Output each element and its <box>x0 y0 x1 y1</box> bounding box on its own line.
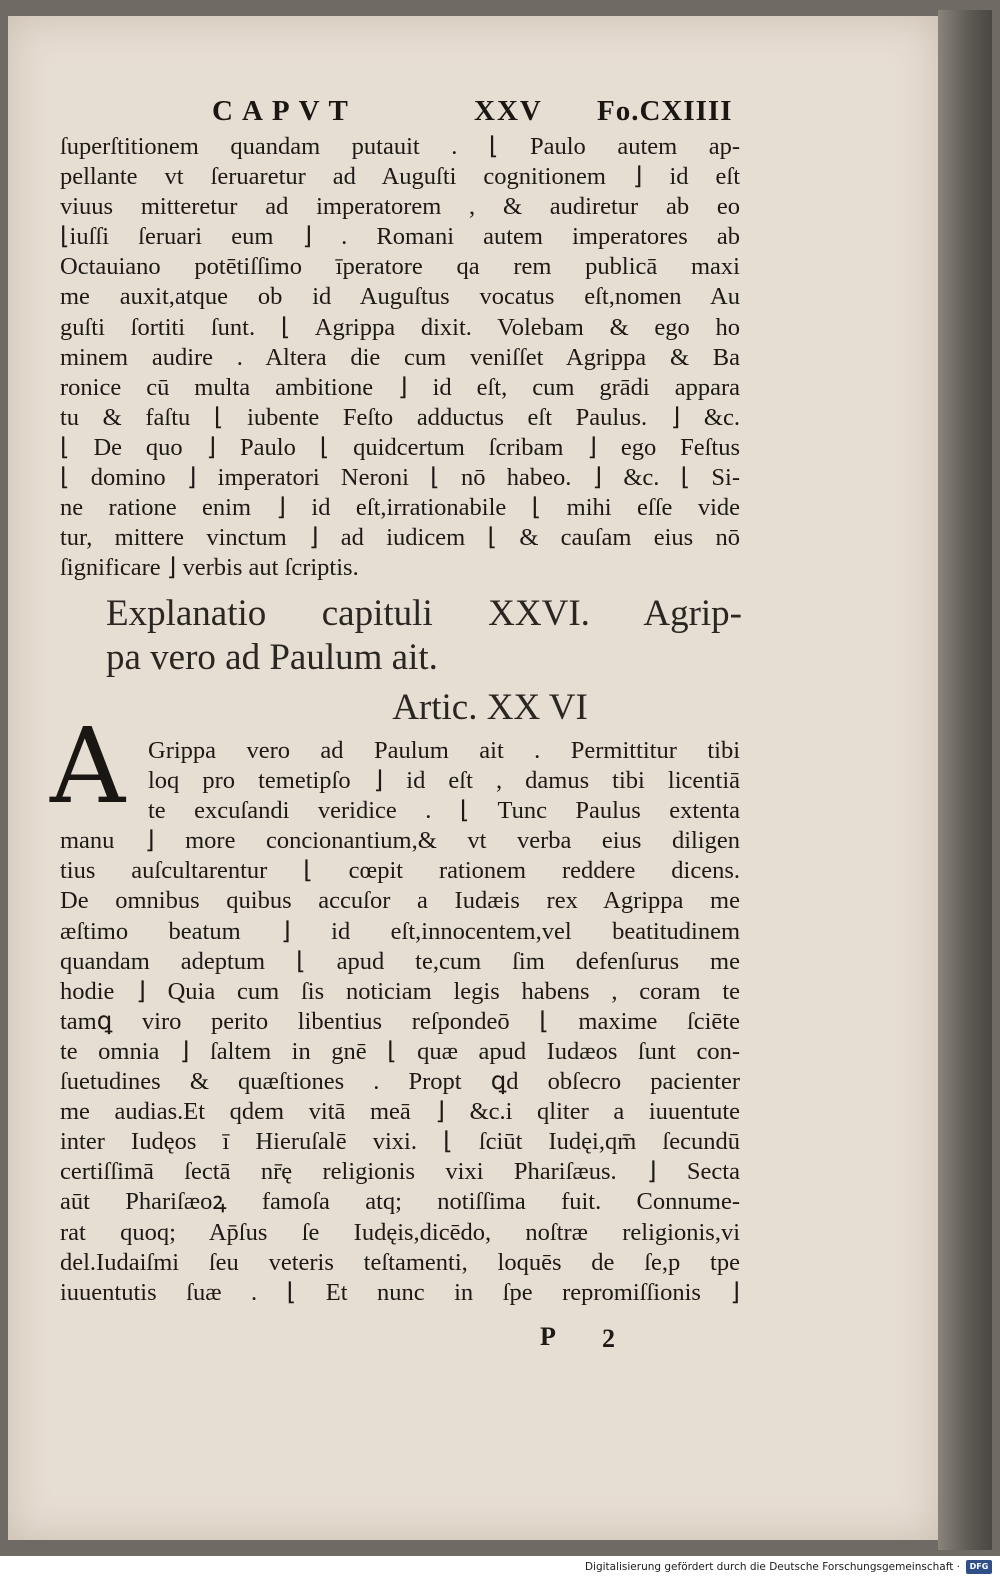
running-head-folio: Fo.CXIIII <box>597 95 733 127</box>
text-line: tius auſcultarentur ⌊ cœpit rationem reddere dicens. <box>60 857 740 885</box>
text-line: guſti ſortiti ſunt. ⌊ Agrippa dixit. Volebam & ego ho <box>60 313 740 341</box>
text-line: De omnibus quibus accuſor a Iudæis rex Agrippa me <box>60 887 740 915</box>
text-line: rat quoq; Ap̄ſus ſe Iudęis,dicēdo, noſtræ religionis,vi <box>60 1218 740 1246</box>
section-heading-line-2: pa vero ad Paulum ait. <box>106 637 438 678</box>
text-line: tu & faſtu ⌊ iubente Feſto adductus eſt Paulus. ⌋ &c. <box>60 403 740 431</box>
page-signature <box>540 1322 640 1356</box>
text-line: manu ⌋ more concionantium,& vt verba eius diligen <box>60 827 740 855</box>
text-line: ne ratione enim ⌋ id eſt,irrationabile ⌊ mihi eſſe vide <box>60 494 740 522</box>
signature-letter: P <box>540 1322 556 1351</box>
text-line: te omnia ⌋ ſaltem in gnē ⌊ quæ apud Iudæos ſunt con- <box>60 1037 740 1065</box>
body-text-block-1 <box>60 132 740 583</box>
text-line: ⌊ De quo ⌋ Paulo ⌊ quidcertum ſcribam ⌋ ego Feſtus <box>60 433 740 461</box>
text-line: ronice cū multa ambitione ⌋ id eſt, cum grādi appara <box>60 373 740 401</box>
running-head <box>212 95 742 135</box>
text-line: viuus mitteretur ad imperatorem , & audiretur ab eo <box>60 193 740 221</box>
text-line: te excuſandi veridice . ⌊ Tunc Paulus extenta <box>148 797 740 825</box>
dfg-logo: DFG <box>966 1560 992 1574</box>
text-line: ſuperſtitionem quandam putauit . ⌊ Paulo autem ap- <box>60 133 740 160</box>
section-heading-line-1: Explanatio capituli XXVI. Agrip- <box>106 593 742 634</box>
digitization-credit: Digitalisierung gefördert durch die Deutsche Forschungsgemeinschaft · <box>584 1561 960 1573</box>
text-line: ſignificare ⌋ verbis aut ſcriptis. <box>60 554 359 582</box>
text-line: Octauiano potētiſſimo īperatore qa rem publicā maxi <box>60 253 740 281</box>
section-heading <box>106 592 742 680</box>
text-line: tamꝗ viro perito libentius reſpondeō ⌊ maxime ſciēte <box>60 1007 740 1035</box>
text-line: certiſſimā ſectā nr̄ę religionis vixi Phariſæus. ⌋ Secta <box>60 1158 740 1186</box>
text-line: minem audire . Altera die cum veniſſet Agrippa & Ba <box>60 343 740 371</box>
text-line: pellante vt ſeruaretur ad Auguſti cognitionem ⌋ id eſt <box>60 163 740 191</box>
text-line: Grippa vero ad Paulum ait . Permittitur tibi <box>148 737 740 764</box>
text-line: inter Iudęos ī Hieruſalē vixi. ⌊ ſciūt Iudęi,qm̄ ſecundū <box>60 1128 740 1156</box>
text-line: ⌊iuſſi ſeruari eum ⌋ . Romani autem imperatores ab <box>60 223 740 251</box>
text-line: ſuetudines & quæſtiones . Propt ꝗd obſecro pacienter <box>60 1068 740 1096</box>
drop-cap-initial: A <box>50 705 126 827</box>
text-line: tur, mittere vinctum ⌋ ad iudicem ⌊ & cauſam eius nō <box>60 524 740 552</box>
running-head-caput: CAPVT <box>212 95 357 127</box>
text-line: iuuentutis ſuæ . ⌊ Et nunc in ſpe repromiſſionis ⌋ <box>60 1278 740 1306</box>
text-line: aūt Phariſæoꝝ famoſa atq; notiſſima fuit. Connume- <box>60 1188 740 1216</box>
text-line: me auxit,atque ob id Auguſtus vocatus eſt,nomen Au <box>60 283 740 311</box>
page-edge <box>938 10 992 1550</box>
text-line: loq pro temetipſo ⌋ id eſt , damus tibi licentiā <box>148 767 740 795</box>
text-line: æſtimo beatum ⌋ id eſt,innocentem,vel beatitudinem <box>60 917 740 945</box>
running-head-chapter: XXV <box>474 95 543 127</box>
text-line: me audias.Et qdem vitā meā ⌋ &c.i qliter a iuuentute <box>60 1098 740 1126</box>
text-line: quandam adeptum ⌊ apud te,cum ſim defenſurus me <box>60 947 740 975</box>
text-line: del.Iudaiſmi ſeu veteris teſtamenti, loquēs de ſe,p tpe <box>60 1248 740 1276</box>
signature-number: 2 <box>602 1324 615 1353</box>
text-line: hodie ⌋ Quia cum ſis noticiam legis habens , coram te <box>60 977 740 1005</box>
text-line: ⌊ domino ⌋ imperatori Neroni ⌊ nō habeo. ⌋ &c. ⌊ Si- <box>60 464 740 492</box>
body-text-block-2 <box>60 736 740 1308</box>
article-heading: Artic. XX VI <box>392 687 588 728</box>
